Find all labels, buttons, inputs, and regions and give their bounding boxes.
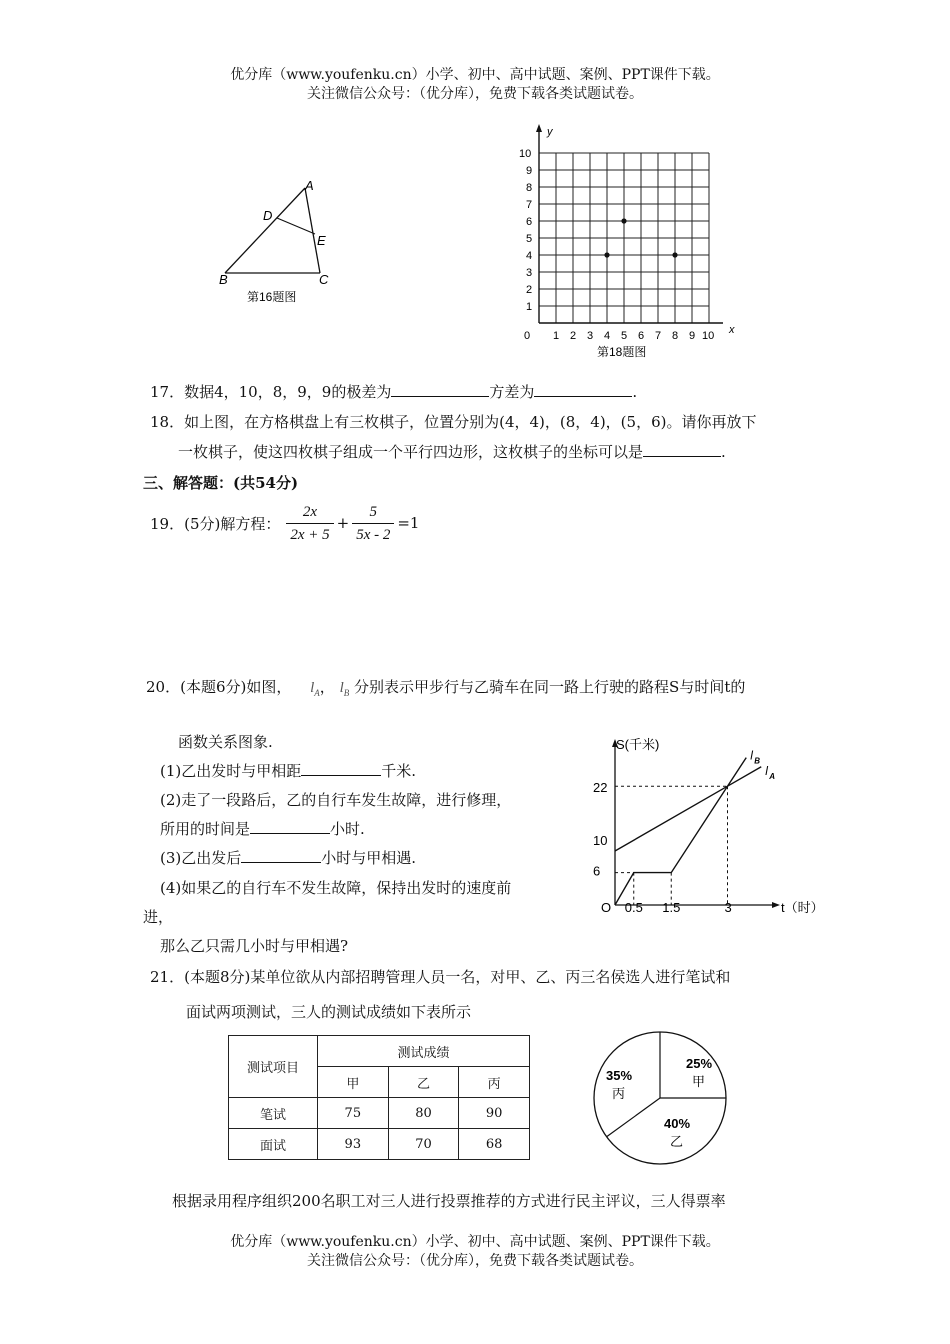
q20-part-4b: 进， (143, 908, 174, 926)
q20-intro-a: (本题6分)如图， (180, 678, 292, 696)
x-tick-label: 9 (689, 330, 696, 342)
question-17 (150, 381, 637, 402)
y-tick-label: 6 (593, 863, 601, 879)
fig16-caption: 第16题图 (247, 290, 297, 304)
candidate-bing: 丙 (459, 1067, 530, 1098)
series-sub-l_A: A (769, 771, 776, 781)
q17-blank-variance[interactable] (534, 382, 632, 397)
t-axis-label: t（时） (781, 900, 824, 915)
q19-number: 19． (150, 514, 185, 533)
q18-line-2: 一枚棋子，使这四枚棋子组成一个平行四边形，这枚棋子的坐标可以是 (178, 443, 644, 461)
pie-name-label: 甲 (692, 1074, 706, 1089)
q19-f1-numerator: 2x (286, 501, 333, 524)
x-axis-label: x (729, 324, 735, 336)
series-l_B (615, 758, 746, 905)
pie-percent-label: 35% (606, 1068, 633, 1083)
y-tick-label: 2 (526, 284, 533, 296)
q20-blank-2[interactable] (250, 819, 330, 834)
q19-f1-denominator: 2x + 5 (290, 526, 330, 543)
y-tick-label: 3 (526, 267, 533, 279)
q20-part-3 (160, 847, 416, 868)
figure-16 (205, 170, 355, 315)
segment-de (277, 218, 315, 234)
cell: 80 (388, 1098, 459, 1129)
series-label-l_A: l (765, 763, 768, 778)
y-tick-label: 1 (526, 301, 533, 313)
table-header-row (229, 1036, 530, 1067)
q21-number: 21． (150, 968, 185, 986)
q20-blank-3[interactable] (241, 848, 321, 863)
x-tick-label: 8 (672, 330, 679, 342)
x-tick-label: 10 (702, 330, 715, 342)
row-label: 笔试 (229, 1098, 318, 1129)
q18-line-2-end: . (721, 443, 726, 461)
side-ab (225, 188, 305, 273)
section-3-title: 三、解答题：(共54分) (143, 474, 299, 492)
label-b: B (219, 272, 228, 287)
q19-plus: + (336, 514, 350, 532)
q21-line-1: (本题8分)某单位欲从内部招聘管理人员一名，对甲、乙、丙三名侯选人进行笔试和 (184, 968, 731, 986)
y-tick-label: 10 (519, 148, 532, 160)
pie-name-label: 乙 (670, 1134, 684, 1149)
y-tick-label: 8 (526, 182, 533, 194)
q17-text-c: . (632, 383, 638, 401)
row-label: 面试 (229, 1129, 318, 1160)
label-d: D (263, 208, 273, 223)
series-l_A (615, 767, 761, 851)
q21-line-3: 根据录用程序组织200名职工对三人进行投票推荐的方式进行民主评议，三人得票率 (172, 1192, 726, 1210)
chess-piece (672, 252, 677, 257)
q20-blank-1[interactable] (301, 761, 381, 776)
q20-lb-sub: B (343, 688, 350, 698)
q18-line-1: 如上图，在方格棋盘上有三枚棋子，位置分别为(4，4)，(8，4)，(5，6)。请你再放下 (184, 413, 757, 431)
q20-p1-text-a: (1)乙出发时与甲相距 (160, 762, 302, 780)
header-line-1: 优分库（www.youfenku.cn）小学、初中、高中试题、案例、PPT课件下载。 (230, 67, 720, 83)
q20-lb (340, 680, 350, 696)
q20-la (310, 680, 320, 696)
x-tick-label: 5 (621, 330, 628, 342)
q20-line-2: 函数关系图象. (178, 733, 273, 751)
q20-part-1 (160, 760, 416, 781)
y-axis-arrow (536, 124, 542, 132)
y-tick-label: 4 (526, 250, 533, 262)
label-e: E (317, 233, 326, 248)
pie-percent-label: 40% (664, 1116, 691, 1131)
label-a: A (305, 178, 314, 193)
y-tick-label: 7 (526, 199, 533, 211)
q20-part-4a: (4)如果乙的自行车不发生故障，保持出发时的速度前 (160, 879, 512, 897)
footer-line-1: 优分库（www.youfenku.cn）小学、初中、高中试题、案例、PPT课件下载。 (230, 1234, 720, 1250)
chess-piece (604, 252, 609, 257)
q20-part-2b (160, 818, 365, 839)
series-sub-l_B: B (754, 756, 761, 766)
guide-lines (615, 786, 728, 905)
series-lines (615, 749, 775, 905)
q19-f2-numerator: 5 (352, 501, 394, 524)
q20-line-chart (585, 730, 825, 925)
q19-label: (5分)解方程： (184, 514, 281, 533)
table-row (229, 1098, 530, 1129)
y-tick-label: 9 (526, 165, 533, 177)
q19-f2-denominator: 5x - 2 (356, 526, 391, 543)
pie-percent-label: 25% (686, 1056, 713, 1071)
y-tick-label: 6 (526, 216, 533, 228)
q20-p3-text-b: 小时与甲相遇. (321, 849, 417, 867)
page-header (0, 66, 950, 104)
candidate-jia: 甲 (318, 1067, 389, 1098)
q20-intro-b: 分别表示甲步行与乙骑车在同一路上行驶的路程S与时间t的 (354, 678, 746, 696)
header-line-2: 关注微信公众号：（优分库），免费下载各类试题试卷。 (307, 86, 643, 102)
axis-tick-labels (593, 780, 732, 915)
q20-part-4c: 那么乙只需几小时与甲相遇? (160, 937, 349, 955)
cell: 93 (318, 1129, 389, 1160)
x-tick-label: 4 (604, 330, 611, 342)
pie-name-label: 丙 (612, 1086, 626, 1101)
q20-la-letter: l (310, 680, 315, 696)
q20-p3-text-a: (3)乙出发后 (160, 849, 242, 867)
q20-number: 20． (146, 678, 181, 696)
x-tick-label: 7 (655, 330, 662, 342)
q20-la-sub: A (314, 688, 320, 698)
x-tick-label: 1.5 (662, 900, 681, 915)
question-19 (150, 497, 419, 549)
page-footer (0, 1233, 950, 1271)
cell: 75 (318, 1098, 389, 1129)
q21-line-2: 面试两项测试，三人的测试成绩如下表所示 (186, 1003, 472, 1021)
q19-fraction-2 (352, 501, 394, 546)
x-tick-label: 2 (570, 330, 577, 342)
fig18-caption: 第18题图 (597, 345, 647, 359)
cell: 68 (459, 1129, 530, 1160)
question-20 (146, 676, 745, 698)
t-axis-arrow (772, 902, 780, 908)
x-tick-label: 6 (638, 330, 645, 342)
grid-lines (539, 153, 709, 323)
x-tick-label: 3 (724, 900, 732, 915)
cell: 70 (388, 1129, 459, 1160)
q19-rhs: =1 (397, 514, 420, 532)
question-18-cont (178, 441, 726, 462)
q17-text-a: 数据4，10，8，9，9的极差为 (184, 383, 392, 401)
x-tick-label: 0.5 (624, 900, 643, 915)
candidate-yi: 乙 (388, 1067, 459, 1098)
vote-pie-chart (590, 1028, 730, 1168)
q17-blank-range[interactable] (391, 382, 489, 397)
origin-label: 0 (524, 330, 531, 342)
item-header: 测试项目 (229, 1036, 318, 1098)
score-table (228, 1035, 530, 1160)
x-tick-label: 1 (553, 330, 560, 342)
q20-lb-letter: l (339, 680, 344, 696)
s-axis-label: S(千米) (616, 737, 660, 752)
y-axis-label: y (547, 126, 553, 138)
footer-line-2: 关注微信公众号：（优分库），免费下载各类试题试卷。 (307, 1253, 643, 1269)
q20-p1-text-b: 千米. (381, 762, 417, 780)
q17-text-b: 方差为 (489, 383, 535, 401)
cell: 90 (459, 1098, 530, 1129)
q20-comma: ， (319, 678, 335, 696)
score-header: 测试成绩 (318, 1036, 530, 1067)
q17-number: 17． (150, 383, 185, 401)
q18-blank-coordinate[interactable] (643, 442, 721, 457)
pie-slice-edge (607, 1098, 660, 1137)
y-tick-label: 10 (593, 833, 608, 848)
x-tick-label: 3 (587, 330, 594, 342)
q18-number: 18． (150, 413, 185, 431)
table-row (229, 1129, 530, 1160)
figure-18 (505, 120, 745, 365)
chess-piece (621, 218, 626, 223)
label-c: C (319, 272, 329, 287)
tick-labels (519, 148, 714, 342)
series-label-l_B: l (750, 748, 753, 763)
y-tick-label: 22 (593, 780, 608, 796)
q20-p2-text-c: 小时. (330, 820, 365, 838)
question-21 (150, 966, 730, 987)
question-18 (150, 411, 756, 432)
y-tick-label: 5 (526, 233, 533, 245)
q19-fraction-1 (286, 501, 333, 546)
q20-part-2a: (2)走了一段路后，乙的自行车发生故障，进行修理， (160, 791, 512, 809)
chart-origin-label: O (601, 900, 612, 915)
q20-p2-text-b: 所用的时间是 (160, 820, 251, 838)
